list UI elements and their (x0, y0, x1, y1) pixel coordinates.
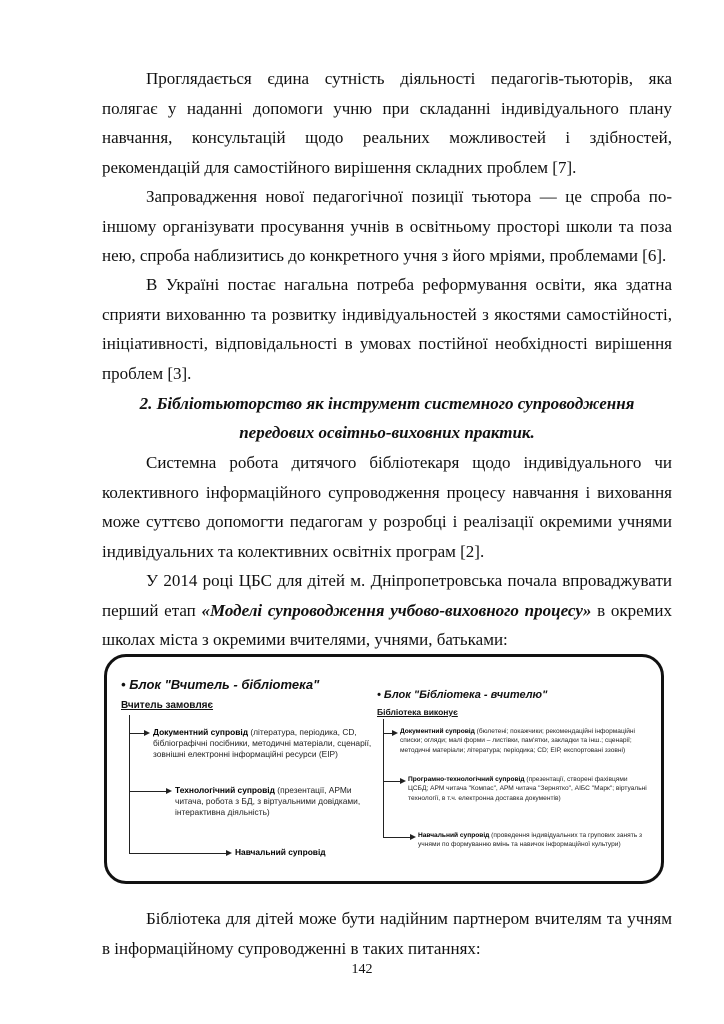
left-connector-2 (129, 791, 167, 792)
left-item-technology: Технологічний супровід (презентації, АРМи читача, робота з БД, з віртуальними довідками, інтерактивна діяльність) (175, 785, 361, 817)
paragraph-ukraine-reform: В Україні постає нагальна потреба реформування освіти, яка здатна сприяти вихованню та розвитку індивідуальностей з якостями самостійності, ініціативності, відповідальності в умовах постійної необхідності вирішення проблем [3]. (102, 275, 672, 383)
left-block-subtitle: Вчитель замовляє (121, 700, 214, 711)
section-heading-line1: 2. Бібліотьюторство як інструмент системного супроводження (139, 394, 635, 413)
right-connector-vertical (383, 719, 384, 837)
right-connector-2 (383, 781, 401, 782)
left-item-documents: Документний супровід (література, періодика, CD, бібліографічні посібники, методичні матеріали, сценарії, зовнішні електронні інформаційні ресурси (ЕІР) (153, 727, 372, 759)
arrow-icon (400, 778, 406, 784)
arrow-icon (166, 788, 172, 794)
bullet-icon: • (121, 677, 126, 692)
model-text-before: У 2014 році ЦБС для дітей м. Дніпропетровська почала впроваджувати перший етап (102, 571, 672, 620)
paragraph-model (102, 566, 672, 655)
right-item-software-technology: Програмно-технологічний супровід (презентації, створені фахівцями ЦСБД; АРМ читача "Компас", АРМ читача "Зернятко", АІБС "Марк"; віртуальні технології, в т.ч. електронна доставка документів) (408, 776, 647, 802)
left-item-education: Навчальний супровід (235, 847, 326, 857)
arrow-icon (392, 730, 398, 736)
paragraph-tutor-essence: Проглядається єдина сутність діяльності педагогів-тьюторів, яка полягає у наданні допомоги учню при складанні індивідуального плану навчання, консультацій щодо реальних можливостей і здібностей, рекомендацій для самостійного вирішення складних проблем [7]. (102, 69, 672, 177)
paragraph-systemic-work: Системна робота дитячого бібліотекаря щодо індивідуального чи колективного інформаційного супроводження процесу навчання і виховання може суттєво допомогти педагогам у розробці і реалізації окремими учнями індивідуальних та колективних освітніх програм [2]. (102, 453, 672, 561)
right-item-documents: Документний супровід (бюлетені; покажчики; рекомендаційні інформаційні списки; огляди; малі форми – листівки, пам'ятки, закладки та інш.; сценарії; методичні матеріали; література; періодика; CD; ЕІР, експортовані ззовні) (400, 728, 635, 754)
left-connector-3 (129, 853, 227, 854)
paragraph-tutor-position: Запровадження нової педагогічної позиції тьютора — це спроба по-іншому організувати просування учнів в освітньому просторі школи та поза нею, спроба наблизитись до конкретного учня з його мріями, проблемами [6]. (102, 187, 672, 265)
left-connector-1 (129, 733, 145, 734)
arrow-icon (144, 730, 150, 736)
model-diagram (104, 654, 664, 884)
page-number: 142 (351, 962, 373, 977)
bullet-icon: • (377, 689, 381, 701)
left-block-title: • Блок "Вчитель - бібліотека" (121, 677, 320, 692)
right-block-subtitle: Бібліотека виконує (377, 707, 458, 717)
right-item-education: Навчальний супровід (проведення індивідуальних та групових занять з учнями по формуванню вмінь та навичок інформаційної культури) (418, 832, 643, 849)
paragraph-closing: Бібліотека для дітей може бути надійним партнером вчителям та учням в інформаційному супроводженні в таких питаннях: (102, 909, 672, 958)
right-connector-3 (383, 837, 411, 838)
model-text-after: в окремих школах міста з окремими вчителями, учнями, батьками: (102, 600, 672, 649)
section-heading-line2: передових освітньо-виховних практик. (239, 423, 535, 442)
left-connector-vertical (129, 715, 130, 853)
arrow-icon (410, 834, 416, 840)
right-block-title: • Блок "Бібліотека - вчителю" (377, 689, 548, 701)
model-emphasis: «Моделі супроводження учбово-виховного процесу» (201, 600, 592, 620)
arrow-icon (226, 850, 232, 856)
